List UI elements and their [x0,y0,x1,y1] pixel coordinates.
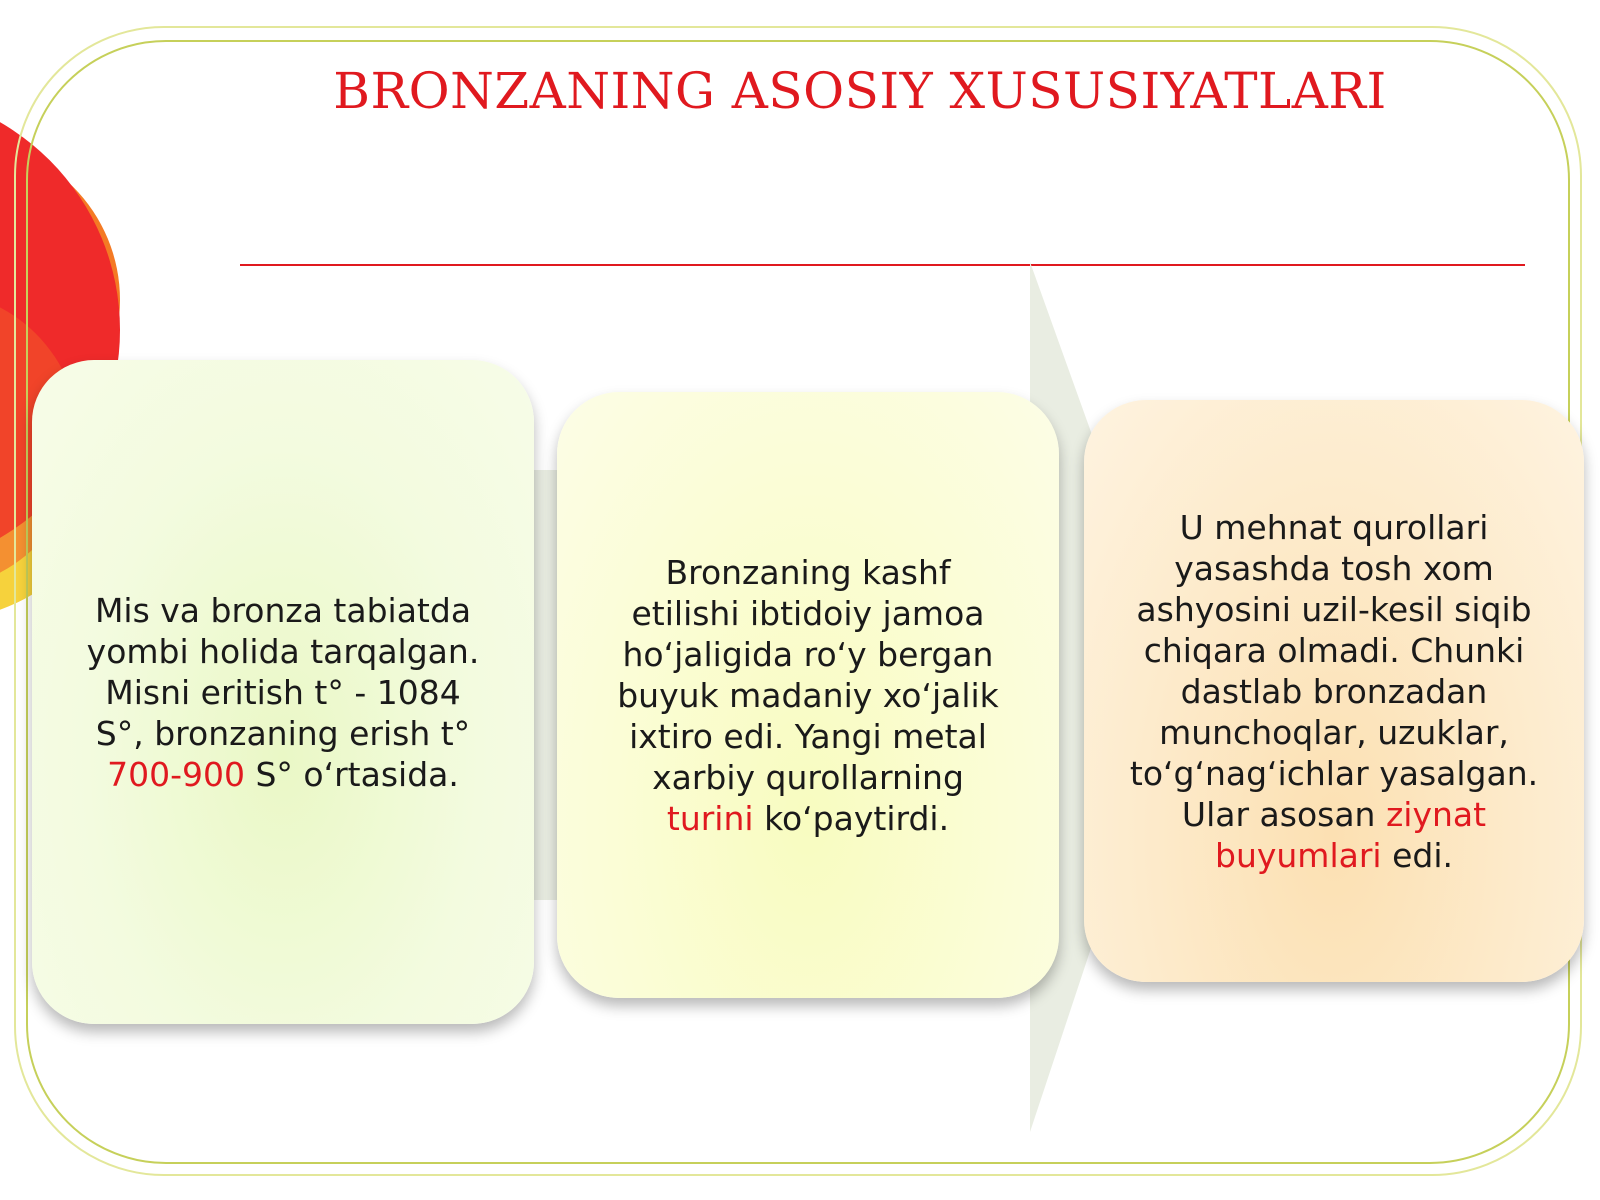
text-line [1130,548,1538,589]
highlighted-text: ziynat [1385,794,1487,834]
text-line [87,754,480,795]
text-segment: dastlab bronzadan [1180,671,1488,711]
highlighted-text: turini [666,798,754,838]
text-line [1130,589,1538,630]
text-segment: S°, bronzaning erish t° [95,713,471,753]
text-segment: yombi holida tarqalgan. [86,631,480,671]
info-box-3 [1084,400,1584,982]
text-line [617,716,999,757]
text-line [617,675,999,716]
text-segment: U mehnat qurollari [1179,507,1489,547]
text-line [1130,835,1538,876]
highlighted-text: buyumlari [1215,835,1382,875]
text-segment: edi. [1381,835,1453,875]
info-box-2-text [617,552,999,839]
text-line [1130,753,1538,794]
text-segment: ho‘jaligida ro‘y bergan [622,634,994,674]
text-line [1130,712,1538,753]
info-box-1-text [87,590,480,795]
text-segment: buyuk madaniy xo‘jalik [617,675,999,715]
text-segment: Ular asosan [1181,794,1386,834]
text-line [87,713,480,754]
highlighted-text: 700-900 [107,754,245,794]
text-segment: munchoqlar, uzuklar, [1159,712,1509,752]
text-segment: etilishi ibtidoiy jamoa [631,593,985,633]
text-line [617,798,999,839]
info-box-1 [32,360,534,1024]
text-segment: chiqara olmadi. Chunki [1143,630,1525,670]
text-segment: to‘g‘nag‘ichlar yasalgan. [1129,753,1539,793]
slide-title: BRONZANING ASOSIY XUSUSIYATLARI [333,62,1387,120]
text-line [617,593,999,634]
text-line [617,757,999,798]
info-box-2 [557,392,1059,998]
text-segment: xarbiy qurollarning [652,757,964,797]
text-line [617,634,999,675]
text-line [1130,630,1538,671]
text-line [1130,794,1538,835]
text-segment: ashyosini uzil-kesil siqib [1136,589,1532,629]
text-segment: Bronzaning kashf [665,552,951,592]
text-line [87,672,480,713]
text-segment: Mis va bronza tabiatda [94,590,472,630]
text-segment: yasashda tosh xom [1174,548,1494,588]
text-line [1130,671,1538,712]
text-line [87,590,480,631]
text-segment: ko‘paytirdi. [753,798,950,838]
info-box-3-text [1130,507,1538,876]
text-segment: ixtiro edi. Yangi metal [629,716,987,756]
text-segment: S° o‘rtasida. [245,754,459,794]
text-line [87,631,480,672]
text-line [1130,507,1538,548]
text-segment: Misni eritish t° - 1084 [105,672,461,712]
text-line [617,552,999,593]
